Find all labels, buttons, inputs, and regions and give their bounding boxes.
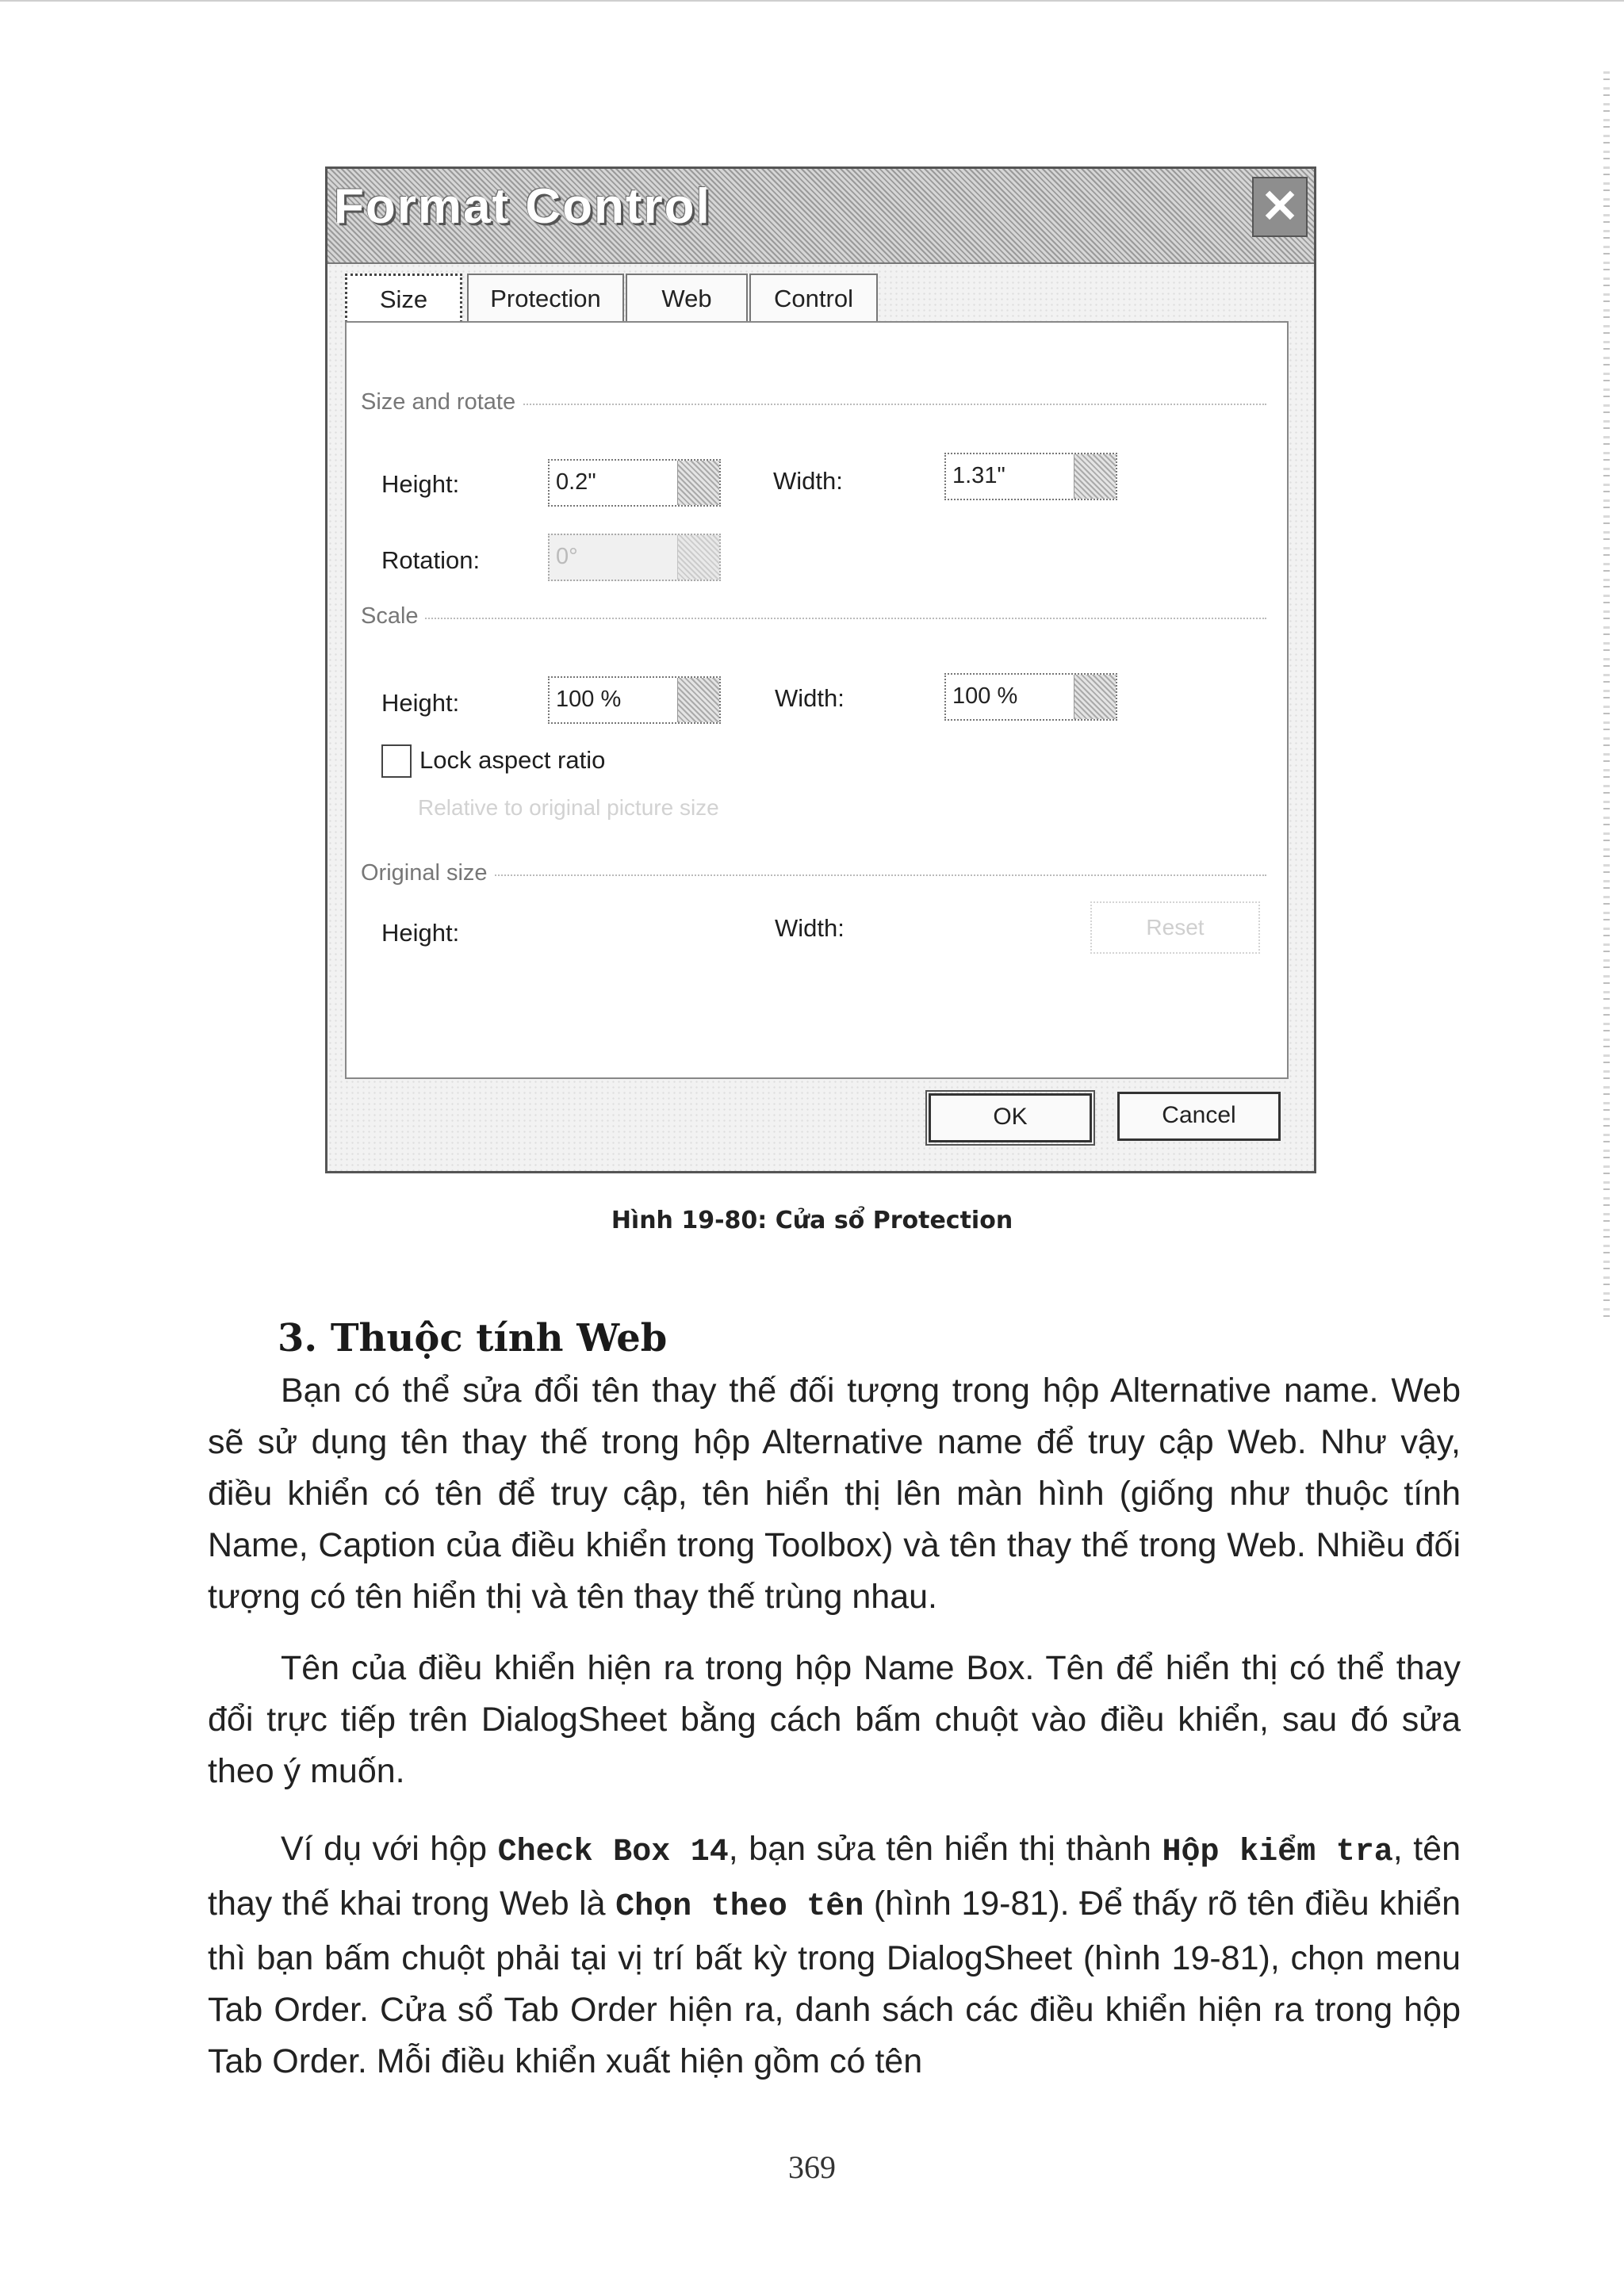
tab-panel-size (345, 321, 1289, 1079)
spinner-arrows-icon[interactable] (677, 461, 719, 505)
width-label: Width: (773, 467, 843, 495)
format-control-dialog (325, 166, 1316, 1173)
code-check-box: Check Box 14 (497, 1835, 729, 1870)
section-heading: 3. Thuộc tính Web (278, 1316, 668, 1360)
spinner-arrows-icon[interactable] (677, 678, 719, 722)
code-hop-kiem-tra: Hộp kiểm tra (1162, 1835, 1393, 1870)
code-chon-theo-ten: Chọn theo tên (615, 1889, 864, 1925)
tab-web[interactable]: Web (626, 274, 748, 323)
scale-width-label: Width: (775, 684, 845, 712)
page-number: 369 (788, 2149, 836, 2185)
group-divider (362, 874, 1266, 876)
cancel-button[interactable]: Cancel (1117, 1092, 1281, 1141)
scale-height-spinner[interactable] (548, 676, 721, 724)
scale-height-value: 100 % (556, 687, 622, 712)
height-value: 0.2" (556, 469, 596, 495)
width-value: 1.31" (952, 463, 1005, 488)
paragraph-3-text: , bạn sửa tên hiển thị thành (728, 1830, 1162, 1868)
dialog-title: Format Control (334, 179, 711, 234)
rotation-spinner[interactable] (548, 534, 721, 581)
ok-button[interactable]: OK (929, 1093, 1092, 1142)
page-top-edge (0, 0, 1624, 2)
paragraph-3 (208, 1823, 1461, 2087)
scale-height-label: Height: (381, 689, 460, 717)
spinner-arrows-icon[interactable] (1074, 675, 1116, 719)
paragraph-3-text: Ví dụ với hộp (281, 1830, 498, 1868)
height-label: Height: (381, 470, 460, 498)
paragraph-1: Bạn có thể sửa đổi tên thay thế đối tượng trong hộp Alternative name. Web sẽ sử dụng tên thay thế trong hộp Alternative name để truy cập Web. Như vậy, điều khiển có tên để truy cập, tên hiển thị lên màn hình (giống như thuộc tính Name, Caption của điều khiển trong Toolbox) và tên thay thế trong Web. Nhiều đối tượng có tên hiển thị và tên thay thế trùng nhau. (208, 1372, 1461, 1616)
rotation-value: 0° (556, 544, 578, 569)
paragraph-3-text: (hình 19-81). Để thấy rõ tên điều khiển thì bạn bấm chuột phải tại vị trí bất kỳ trong DialogSheet (hình 19-81), chọn menu Tab Order. Cửa sổ Tab Order hiện ra, danh sách các điều khiển hiện ra trong hộp Tab Order. Mỗi điều khiển xuất hiện gồm có tên (208, 1885, 1461, 2080)
close-icon[interactable]: ✕ (1252, 177, 1308, 237)
height-spinner[interactable] (548, 459, 721, 507)
group-label-original-size: Original size (361, 860, 494, 886)
lock-aspect-checkbox[interactable] (381, 744, 412, 778)
group-divider (362, 618, 1266, 619)
tab-control[interactable]: Control (749, 274, 878, 323)
scale-width-value: 100 % (952, 683, 1018, 709)
width-spinner[interactable] (944, 453, 1117, 500)
reset-button[interactable]: Reset (1090, 901, 1260, 954)
dialog-titlebar[interactable] (327, 169, 1314, 264)
group-label-scale: Scale (361, 603, 425, 629)
scale-width-spinner[interactable] (944, 673, 1117, 721)
spinner-arrows-icon[interactable] (1074, 454, 1116, 499)
original-width-label: Width: (775, 914, 845, 942)
figure-caption: Hình 19-80: Cửa sổ Protection (611, 1207, 1013, 1234)
spinner-arrows-icon[interactable] (677, 535, 719, 580)
scan-edge-artifact (1603, 71, 1610, 1324)
tab-protection[interactable]: Protection (467, 274, 624, 323)
paragraph-2: Tên của điều khiển hiện ra trong hộp Name Box. Tên để hiển thị có thể thay đổi trực tiếp trên DialogSheet bằng cách bấm chuột vào điều khiển, sau đó sửa theo ý muốn. (208, 1649, 1461, 1790)
tab-size[interactable]: Size (345, 274, 462, 327)
group-label-size-rotate: Size and rotate (361, 389, 522, 415)
relative-size-label: Relative to original picture size (418, 795, 719, 820)
paragraph-3-text: , tên thay thế khai trong Web là (208, 1830, 1461, 1923)
original-height-label: Height: (381, 919, 460, 947)
lock-aspect-label[interactable]: Lock aspect ratio (419, 746, 606, 774)
rotation-label: Rotation: (381, 546, 481, 574)
